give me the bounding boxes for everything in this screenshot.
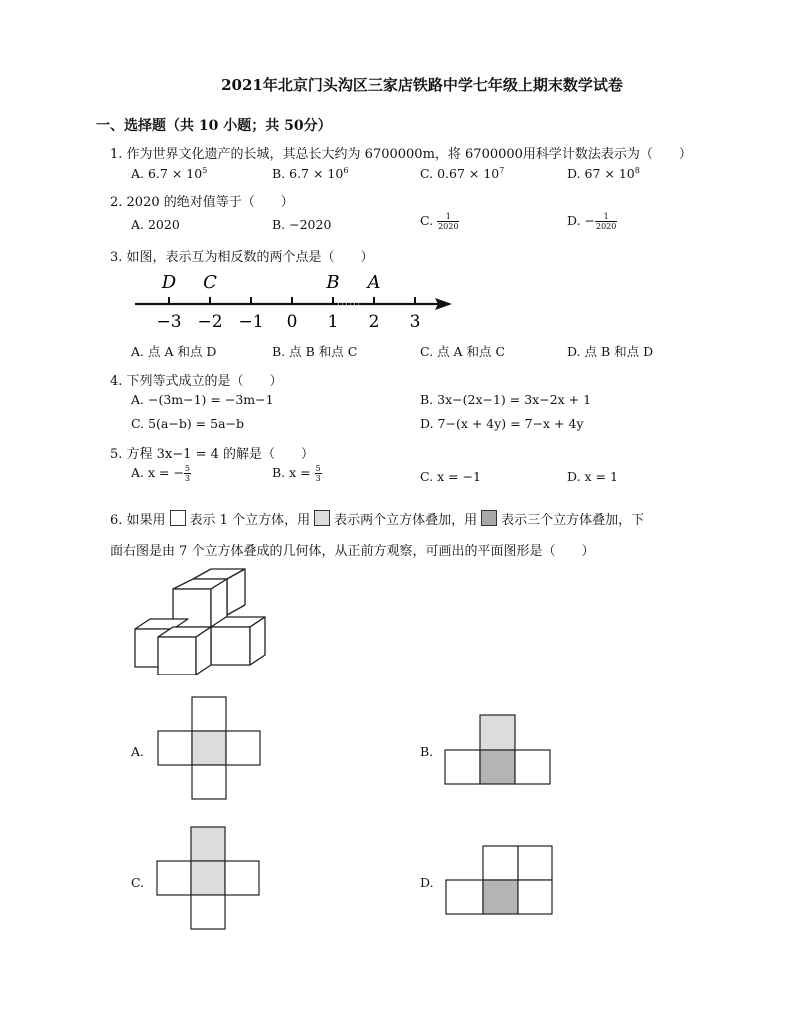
section-heading: 一、选择题（共 10 小题；共 50分） xyxy=(96,118,332,134)
q6-option-a-figure[interactable] xyxy=(157,696,263,802)
number-line-tick-label: −1 xyxy=(238,312,264,332)
grid-cell xyxy=(515,750,550,784)
q6-option-a-label[interactable]: A. xyxy=(131,744,145,759)
grid-cell xyxy=(483,846,518,880)
question-4-stem: 4. 下列等式成立的是（ ） xyxy=(110,374,283,389)
grid-cell xyxy=(158,731,192,765)
cube-front-face xyxy=(211,627,250,665)
number-line-tick-label: −2 xyxy=(197,312,223,332)
grid-cell xyxy=(225,861,259,895)
question-1-stem: 1. 作为世界文化遗产的长城，其总长大约为 6700000m，将 6700000用科学计数法表示为（ ） xyxy=(110,147,692,162)
q2-fraction-d: $\frac{1}{2020}$ xyxy=(596,212,617,231)
q3-option-c[interactable]: C. 点 A 和点 C xyxy=(420,344,506,359)
q5-fraction-b: $\frac{5}{3}$ xyxy=(315,464,321,483)
grid-cell-shaded xyxy=(191,827,225,861)
cube-stack-figure xyxy=(130,565,270,675)
question-3-stem: 3. 如图，表示互为相反数的两个点是（ ） xyxy=(110,250,374,265)
q4-option-a[interactable]: A. −(3m−1) = −3m−1 xyxy=(131,392,274,407)
dark-gray-square-legend-icon xyxy=(481,510,497,526)
q3-option-a[interactable]: A. 点 A 和点 D xyxy=(131,344,217,359)
q1-option-d[interactable]: D. $67 \times 10^8$ xyxy=(567,166,640,181)
grid-cell-shaded xyxy=(480,750,515,784)
q2-fraction-c: $\frac{1}{2020}$ xyxy=(438,212,459,231)
grid-cell xyxy=(518,880,552,914)
grid-cell-shaded xyxy=(483,880,518,914)
grid-cell-shaded xyxy=(480,715,515,750)
q4-option-b[interactable]: B. 3x−(2x−1) = 3x−2x + 1 xyxy=(420,392,592,407)
grid-cell-shaded xyxy=(191,861,225,895)
q2-option-c[interactable]: C. $\frac{1}{2020}$ xyxy=(420,212,459,231)
grid-cell xyxy=(191,895,225,929)
q5-option-a[interactable]: A. x = − $\frac{5}{3}$ xyxy=(131,464,191,483)
white-square-legend-icon xyxy=(170,510,186,526)
q5-option-c[interactable]: C. x = −1 xyxy=(420,469,481,484)
q5-fraction-a: $\frac{5}{3}$ xyxy=(184,464,191,483)
number-line-tick-label: −3 xyxy=(156,312,182,332)
number-line-point-label: D xyxy=(161,272,177,293)
question-6-stem-line2: 面右图是由 7 个立方体叠成的几何体，从正前方观察，可画出的平面图形是（ ） xyxy=(110,544,595,559)
q6-option-d-figure[interactable] xyxy=(445,845,555,917)
number-line-point-label: A xyxy=(367,272,381,293)
number-line-point-label: C xyxy=(203,272,217,293)
q2-option-a[interactable]: A. 2020 xyxy=(131,217,180,232)
q6-option-b-label[interactable]: B. xyxy=(420,744,434,759)
grid-cell xyxy=(446,880,483,914)
cube-front-face xyxy=(158,637,196,675)
grid-cell xyxy=(226,731,260,765)
q5-option-d[interactable]: D. x = 1 xyxy=(567,469,618,484)
q5-option-b[interactable]: B. x = $\frac{5}{3}$ xyxy=(272,464,321,483)
number-line-tick-label: 3 xyxy=(409,312,421,332)
question-2-stem: 2. 2020 的绝对值等于（ ） xyxy=(110,195,294,210)
grid-cell xyxy=(157,861,191,895)
light-gray-square-legend-icon xyxy=(314,510,330,526)
grid-cell xyxy=(445,750,480,784)
page-title: 2021年北京门头沟区三家店铁路中学七年级上期末数学试卷 xyxy=(221,76,623,94)
q2-option-d[interactable]: D. − $\frac{1}{2020}$ xyxy=(567,212,617,231)
number-line-figure xyxy=(130,268,460,338)
question-5-stem: 5. 方程 3x−1 = 4 的解是（ ） xyxy=(110,447,314,462)
grid-cell-shaded xyxy=(192,731,226,765)
q6-option-d-label[interactable]: D. xyxy=(420,875,434,890)
question-6-stem-line1: 6. 如果用 表示 1 个立方体，用 表示两个立方体叠加，用 表示三个立方体叠加，下 xyxy=(110,509,644,528)
q3-option-b[interactable]: B. 点 B 和点 C xyxy=(272,344,358,359)
grid-cell xyxy=(518,846,552,880)
q3-option-d[interactable]: D. 点 B 和点 D xyxy=(567,344,654,359)
grid-cell xyxy=(192,765,226,799)
q6-option-c-label[interactable]: C. xyxy=(131,875,145,890)
q1-option-a[interactable]: A. $6.7 \times 10^5$ xyxy=(131,166,208,181)
number-line-tick-label: 2 xyxy=(368,312,380,332)
q2-option-b[interactable]: B. −2020 xyxy=(272,217,332,232)
q1-option-b[interactable]: B. $6.7 \times 10^6$ xyxy=(272,166,349,181)
q4-option-d[interactable]: D. 7−(x + 4y) = 7−x + 4y xyxy=(420,416,584,431)
grid-cell xyxy=(192,697,226,731)
q6-option-c-figure[interactable] xyxy=(156,826,262,932)
q4-option-c[interactable]: C. 5(a−b) = 5a−b xyxy=(131,416,245,431)
number-line-point-label: B xyxy=(326,272,340,293)
number-line-tick-label: 1 xyxy=(327,312,339,332)
q6-option-b-figure[interactable] xyxy=(444,714,552,786)
q1-option-c[interactable]: C. $0.67 \times 10^7$ xyxy=(420,166,505,181)
number-line-tick-label: 0 xyxy=(286,312,298,332)
